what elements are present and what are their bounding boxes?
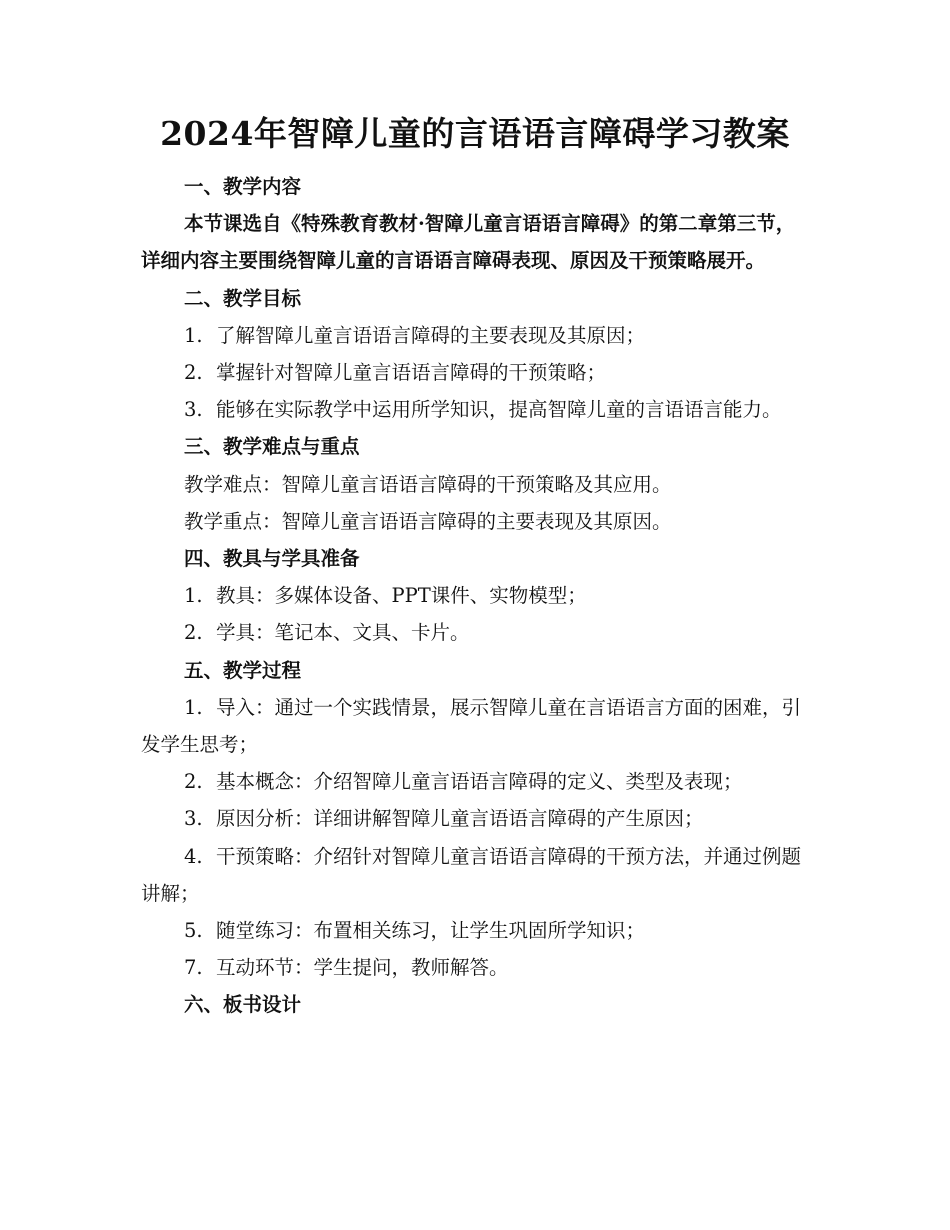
list-item: [141, 689, 809, 763]
list-item: [141, 912, 809, 949]
list-item-text: 互动环节：学生提问，教师解答。: [216, 956, 509, 980]
list-item-text: 掌握针对智障儿童言语语言障碍的干预策略；: [216, 361, 607, 385]
list-item-text: 原因分析：详细讲解智障儿童言语语言障碍的产生原因；: [216, 807, 704, 831]
list-item-text: 学具：笔记本、文具、卡片。: [216, 621, 470, 645]
list-item: [141, 577, 809, 614]
document-title: 2024年智障儿童的言语语言障碍学习教案: [160, 114, 790, 153]
list-item-number: 2.: [184, 621, 203, 645]
section-heading-teaching-content: 一、教学内容: [184, 175, 302, 198]
list-item: [141, 800, 809, 837]
section-heading-difficulties-and-focus: 三、教学难点与重点: [184, 435, 360, 459]
list-item-text: 了解智障儿童言语语言障碍的主要表现及其原因；: [216, 323, 646, 347]
list-item-number: 5.: [184, 919, 203, 943]
list-item-number: 1.: [184, 323, 203, 347]
list-item-number: 3.: [184, 807, 203, 831]
section-paragraph: 教学难点：智障儿童言语语言障碍的干预策略及其应用。: [184, 472, 672, 496]
list-item: [141, 838, 809, 912]
list-item-text: 基本概念：介绍智障儿童言语语言障碍的定义、类型及表现；: [216, 770, 743, 794]
list-item-text: 教具：多媒体设备、PPT课件、实物模型；: [216, 584, 587, 608]
list-item-text: 能够在实际教学中运用所学知识，提高智障儿童的言语语言能力。: [216, 398, 782, 422]
list-item: [141, 949, 809, 986]
list-item-number: 7.: [184, 956, 203, 980]
list-item-number: 2.: [184, 770, 203, 794]
section-heading-teaching-goals: 二、教学目标: [184, 286, 302, 310]
section-paragraph: 本节课选自《特殊教育教材·智障儿童言语语言障碍》的第二章第三节，详细内容主要围绕智障儿童的言语语言障碍表现、原因及干预策略展开。: [141, 212, 796, 273]
section-paragraph: 教学重点：智障儿童言语语言障碍的主要表现及其原因。: [184, 509, 672, 533]
list-item-number: 1.: [184, 695, 203, 719]
list-item-number: 4.: [184, 844, 203, 868]
list-item-text: 干预策略：介绍针对智障儿童言语语言障碍的干预方法，并通过例题讲解；: [141, 844, 802, 905]
list-item: [141, 317, 809, 354]
list-item: [141, 391, 809, 428]
list-item-number: 2.: [184, 361, 203, 385]
list-item-number: 1.: [184, 584, 203, 608]
section-heading-teaching-process: 五、教学过程: [184, 658, 302, 682]
list-item: [141, 763, 809, 800]
list-item-text: 随堂练习：布置相关练习，让学生巩固所学知识；: [216, 919, 646, 943]
section-heading-blackboard-design: 六、板书设计: [184, 993, 302, 1017]
list-item-number: 3.: [184, 398, 203, 422]
list-item-text: 导入：通过一个实践情景，展示智障儿童在言语语言方面的困难，引发学生思考；: [141, 695, 802, 757]
section-heading-materials: 四、教具与学具准备: [184, 547, 360, 571]
document-body: [141, 168, 809, 1024]
list-item: [141, 354, 809, 391]
list-item: [141, 614, 809, 651]
